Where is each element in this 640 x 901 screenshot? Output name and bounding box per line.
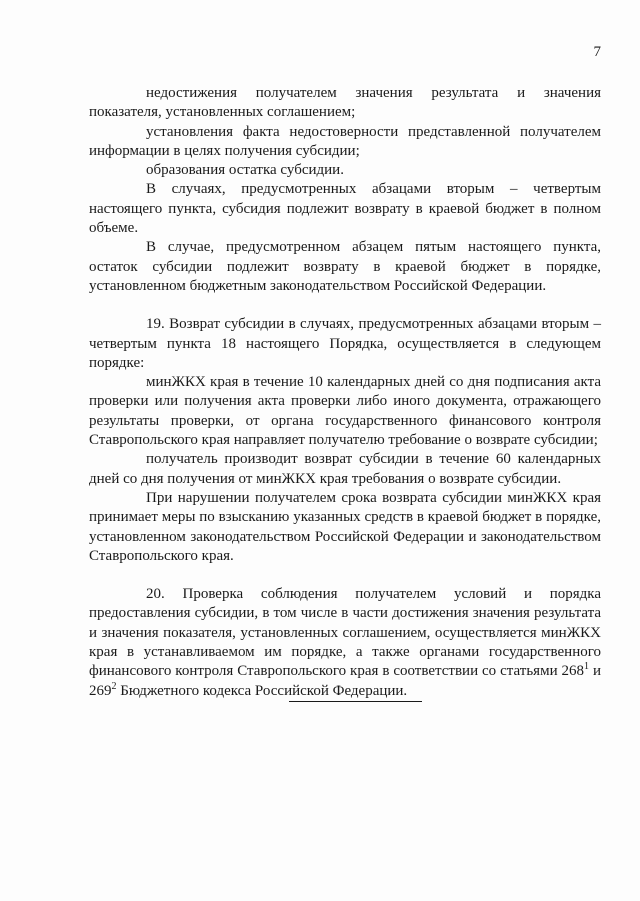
paragraph-clause-20 bbox=[89, 585, 601, 701]
paragraph: В случае, предусмотренном абзацем пятым настоящего пункта, остаток субсидии подлежит возврату в краевой бюджет в порядке, установленном бюджетным законодательством Российской Федерации. bbox=[89, 239, 601, 294]
end-separator-line bbox=[289, 701, 422, 702]
superscript: 1 bbox=[584, 661, 590, 673]
paragraph: недостижения получателем значения результата и значения показателя, установленных соглашением; bbox=[89, 85, 601, 121]
paragraph: При нарушении получателем срока возврата субсидии минЖКХ края принимает меры по взысканию указанных средств в краевой бюджет в порядке, установленном законодательством Российской Федерации и законодательством Ставропольского края. bbox=[89, 489, 601, 564]
paragraph: образования остатка субсидии. bbox=[146, 162, 344, 179]
paragraph-text: и 269 bbox=[89, 663, 601, 699]
paragraph: В случаях, предусмотренных абзацами вторым – четвертым настоящего пункта, субсидия подлежит возврату в краевой бюджет в полном объеме. bbox=[89, 181, 601, 237]
paragraph: минЖКХ края в течение 10 календарных дней со дня подписания акта проверки или получения акта проверки либо иного документа, отражающего результаты проверки, от органа государственного финансового контроля Ставропольского края направляет получателю требование о возврате субсидии; bbox=[89, 374, 601, 449]
paragraph: получатель производит возврат субсидии в течение 60 календарных дней со дня получения от минЖКХ края требования о возврате субсидии. bbox=[89, 451, 601, 487]
superscript: 2 bbox=[111, 680, 117, 692]
paragraph-text: 20. Проверка соблюдения получателем условий и порядка предоставления субсидии, в том числе в части достижения значения результата и значения показателя, установленных соглашением, осуществляется минЖКХ края в устанавливаемом им порядке, а также органами государственного финансового контроля Ставропольского края в соответствии со статьями 268 bbox=[89, 586, 601, 680]
paragraph: установления факта недостоверности представленной получателем информации в целях получения субсидии; bbox=[89, 123, 601, 159]
paragraph-clause-19: 19. Возврат субсидии в случаях, предусмотренных абзацами вторым – четвертым пункта 18 настоящего Порядка, осуществляется в следующем порядке: bbox=[89, 316, 601, 371]
paragraph-text: Бюджетного кодекса Российской Федерации. bbox=[116, 682, 408, 699]
page-number: 7 bbox=[593, 44, 601, 60]
document-body bbox=[89, 84, 601, 701]
